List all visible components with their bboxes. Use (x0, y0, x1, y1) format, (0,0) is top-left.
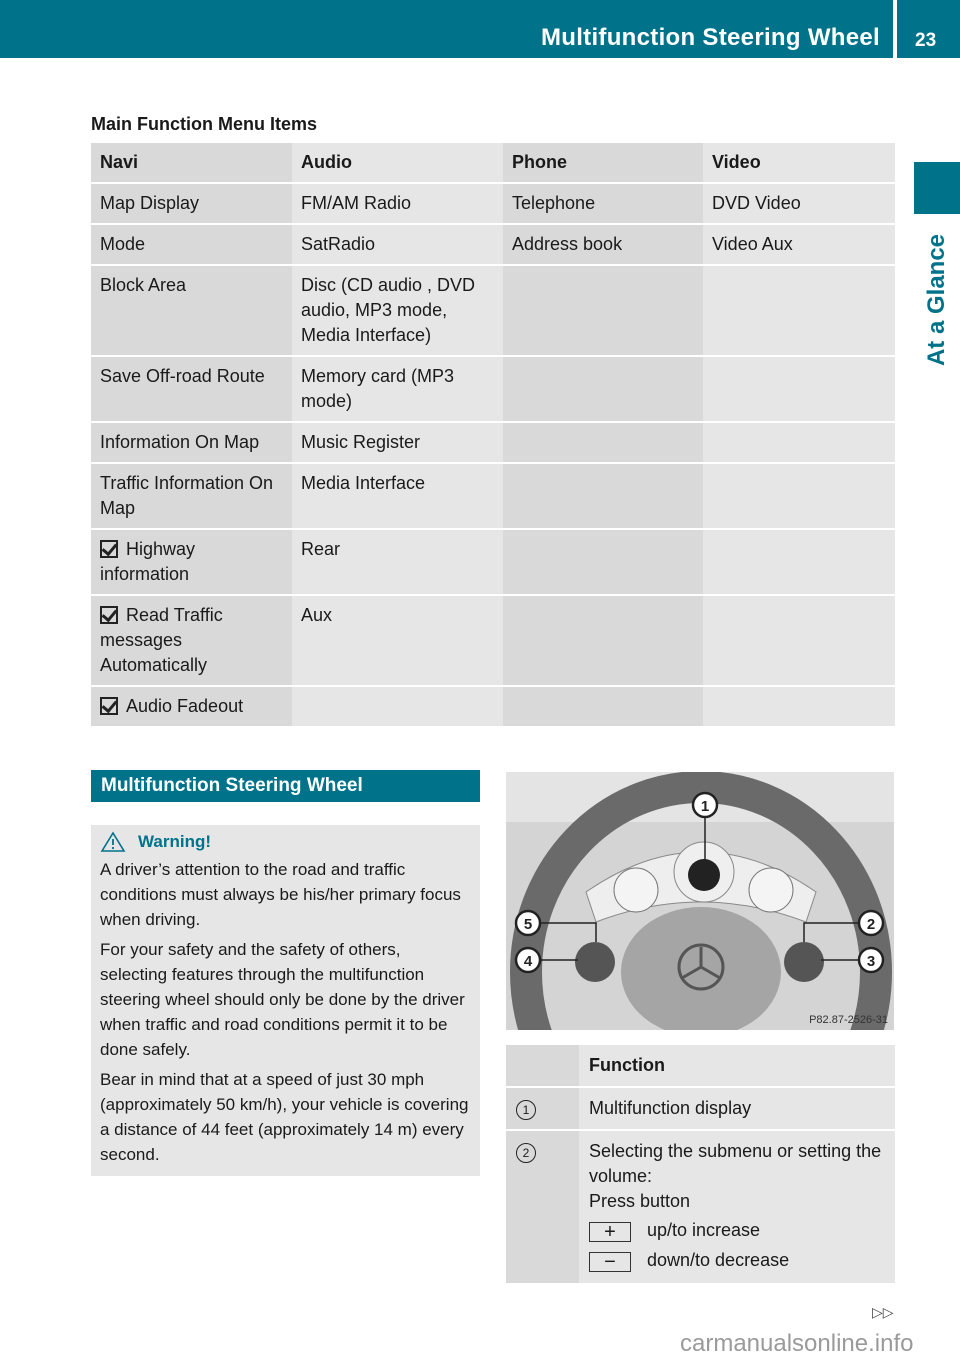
minus-key-icon: − (589, 1252, 631, 1272)
table-row (91, 686, 895, 727)
table-cell (703, 422, 895, 463)
main-function-menu-table (91, 143, 895, 728)
table-row (91, 265, 895, 356)
table-cell (91, 686, 292, 727)
col-header: Navi (91, 143, 292, 183)
function-header: Function (579, 1045, 895, 1087)
table-cell (292, 224, 503, 265)
cell-text: Mode (100, 234, 146, 254)
table-cell (503, 265, 703, 356)
col-header: Audio (292, 143, 503, 183)
table-cell (503, 183, 703, 224)
table-cell (91, 422, 292, 463)
cell-text: Disc (CD audio , DVD audio, MP3 mode, Media Interface) (301, 275, 476, 345)
table-cell (91, 463, 292, 529)
header-title: Multifunction Steering Wheel (540, 24, 880, 51)
plus-key-icon: + (589, 1222, 631, 1242)
table-cell (292, 422, 503, 463)
table-cell (503, 422, 703, 463)
warning-box (91, 825, 480, 1176)
table-cell (91, 183, 292, 224)
cell-text: Save Off-road Route (100, 366, 265, 386)
function-text: Multifunction display (579, 1087, 895, 1130)
table-cell (503, 356, 703, 422)
cell-text: Block Area (100, 275, 187, 295)
table-row (91, 224, 895, 265)
table-cell (91, 265, 292, 356)
checkbox-checked-icon (100, 606, 118, 624)
plus-label: up/to increase (647, 1220, 761, 1240)
table-cell (292, 463, 503, 529)
table-row (91, 356, 895, 422)
cell-text: Music Register (301, 432, 421, 452)
cell-text: Traffic Information On Map (100, 473, 274, 518)
minus-label: down/to decrease (647, 1250, 790, 1270)
callout-4: 4 (523, 953, 533, 970)
side-tab-marker (914, 162, 960, 214)
table-cell (703, 686, 895, 727)
cell-text: Information On Map (100, 432, 260, 452)
image-code: P82.87-2526-31 (809, 1014, 888, 1026)
cell-text: Rear (301, 539, 341, 559)
callout-number: 2 (516, 1143, 536, 1163)
table-row (506, 1130, 895, 1284)
cell-text: Address book (512, 234, 623, 254)
table-cell (503, 463, 703, 529)
table-cell (503, 686, 703, 727)
table-cell (292, 265, 503, 356)
table-header-row (91, 143, 895, 183)
checkbox-checked-icon (100, 540, 118, 558)
table-cell (703, 356, 895, 422)
table-cell (292, 183, 503, 224)
table-cell (292, 356, 503, 422)
callout-number: 1 (516, 1100, 536, 1120)
cell-text: FM/AM Radio (301, 193, 412, 213)
cell-text: Media Interface (301, 473, 426, 493)
table-cell (703, 529, 895, 595)
col-header: Phone (503, 143, 703, 183)
warning-title: Warning! (138, 832, 212, 851)
table-cell (91, 529, 292, 595)
table-row (91, 183, 895, 224)
cell-text: Read Traffic messages Automatically (100, 605, 223, 675)
callout-1: 1 (700, 798, 710, 815)
table-cell (703, 463, 895, 529)
section-heading: Main Function Menu Items (91, 114, 318, 134)
table-row (91, 529, 895, 595)
table-cell (503, 224, 703, 265)
table-cell (91, 595, 292, 686)
cell-text: DVD Video (712, 193, 801, 213)
warning-text: A driver’s attention to the road and traffic conditions must always be his/her primary focus when driving. (100, 860, 461, 929)
col-header: Video (703, 143, 895, 183)
watermark: carmanualsonline.info (680, 1330, 914, 1357)
page-number: 23 (915, 30, 937, 51)
callout-3: 3 (866, 953, 876, 970)
cell-text: SatRadio (301, 234, 376, 254)
table-cell (703, 183, 895, 224)
side-tab-label: At a Glance (923, 233, 950, 367)
steering-section-title: Multifunction Steering Wheel (91, 770, 480, 802)
table-cell (703, 595, 895, 686)
table-row (91, 463, 895, 529)
warning-triangle-icon (100, 831, 126, 853)
cell-text: Map Display (100, 193, 200, 213)
table-cell (91, 224, 292, 265)
table-cell (503, 595, 703, 686)
cell-text: Highway information (100, 539, 196, 584)
table-cell (292, 686, 503, 727)
table-cell (703, 224, 895, 265)
cell-text: Aux (301, 605, 333, 625)
table-cell (292, 595, 503, 686)
table-cell (292, 529, 503, 595)
table-row (91, 422, 895, 463)
callout-5: 5 (523, 916, 533, 933)
function-text: Selecting the submenu or setting the volume: (589, 1141, 882, 1186)
warning-text: For your safety and the safety of others, selecting features through the multifunction steering wheel should only be done by the driver when traffic and road conditions permit it to be done safely. (100, 940, 465, 1059)
table-cell (703, 265, 895, 356)
function-text: Press button (589, 1191, 691, 1211)
table-cell (503, 529, 703, 595)
steering-wheel-image (506, 772, 894, 1030)
table-row (91, 595, 895, 686)
cell-text: Video Aux (712, 234, 793, 254)
callout-2: 2 (866, 916, 876, 933)
table-cell (91, 356, 292, 422)
table-row (506, 1087, 895, 1130)
cell-text: Telephone (512, 193, 596, 213)
continue-arrows-icon: ▷▷ (872, 1304, 894, 1320)
function-table (506, 1045, 895, 1285)
cell-text: Audio Fadeout (126, 696, 244, 716)
checkbox-checked-icon (100, 697, 118, 715)
warning-text: Bear in mind that at a speed of just 30 mph (approximately 50 km/h), your vehicle is covering a distance of 44 feet (approximately 14 m) every second. (100, 1070, 469, 1164)
cell-text: Memory card (MP3 mode) (301, 366, 455, 411)
